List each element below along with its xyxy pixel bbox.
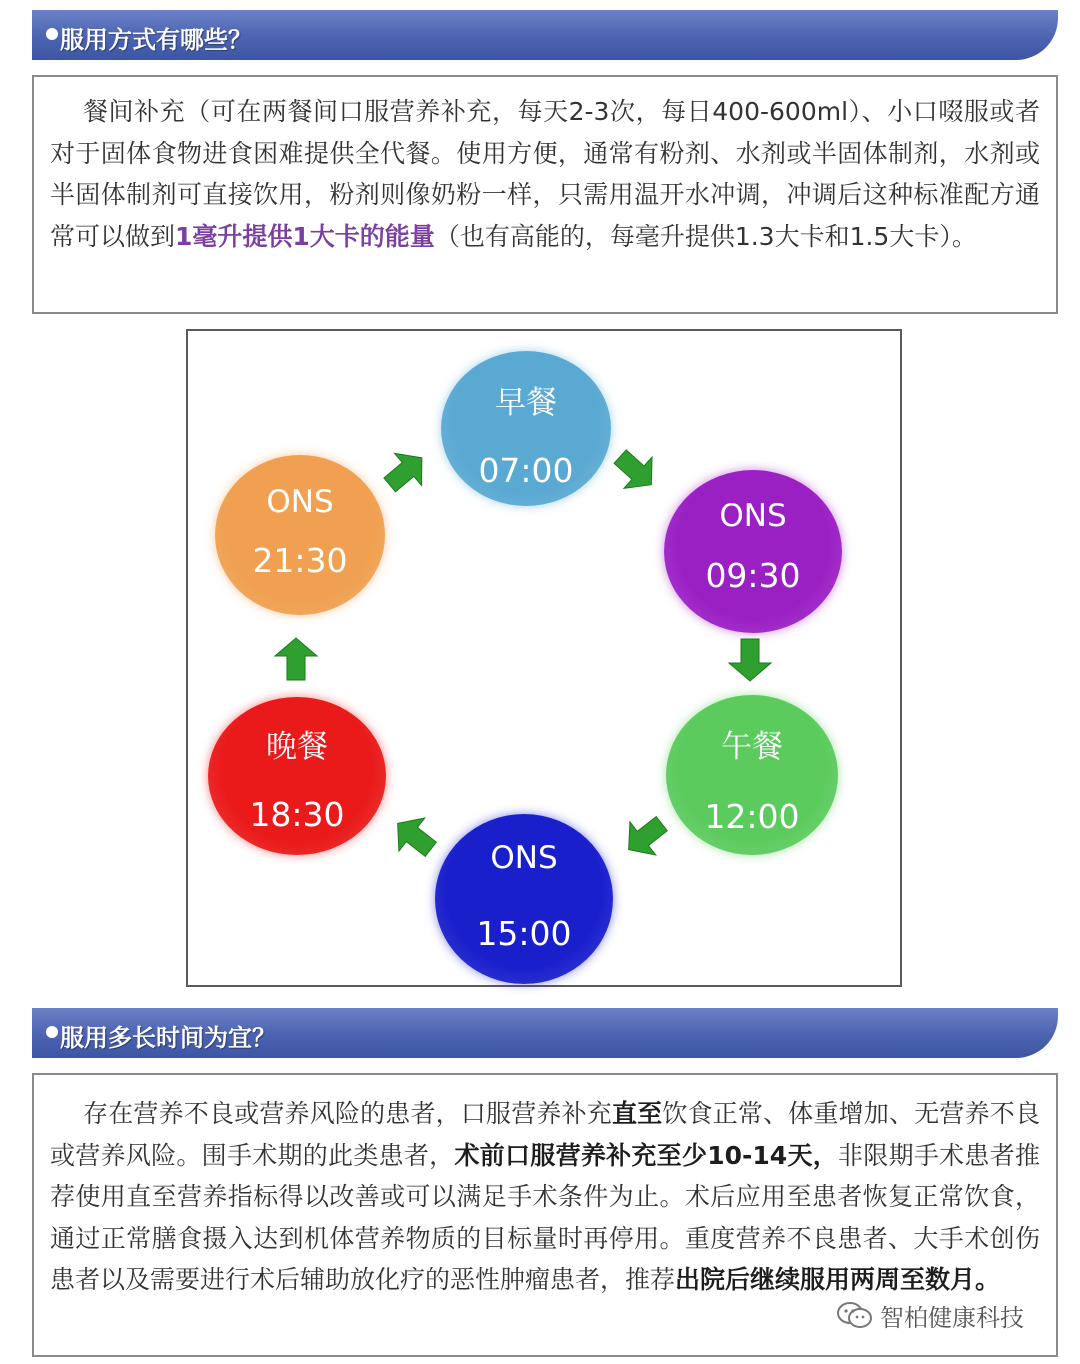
watermark-text: 智柏健康科技 xyxy=(880,1304,1024,1332)
text-run: 存在营养不良或营养风险的患者，口服营养补充 xyxy=(83,1099,612,1128)
node-time: 21:30 xyxy=(252,541,348,580)
text-run: 饮食正常、体重增加、无营养不良或营养风险。围手术期的此类患者， xyxy=(50,1099,1040,1170)
node-time: 09:30 xyxy=(705,556,801,595)
node-time: 07:00 xyxy=(478,451,574,490)
arrow-ons-to-breakfast-icon xyxy=(376,443,434,501)
node-label: 早餐 xyxy=(495,385,557,421)
node-label: ONS xyxy=(719,498,787,534)
bullet-dot xyxy=(46,1026,58,1038)
highlight-until: 直至 xyxy=(611,1099,663,1128)
bullet-dot xyxy=(46,28,58,40)
section-title: 服用多长时间为宜？ xyxy=(60,1024,276,1052)
highlight-postdischarge: 出院后继续服用两周至数月。 xyxy=(675,1265,1001,1294)
node-time: 15:00 xyxy=(476,914,572,953)
node-breakfast xyxy=(441,351,611,506)
wechat-icon xyxy=(836,1300,874,1330)
text-run: 非限期手术患者推荐使用直至营养指标得以改善或可以满足手术条件为止。术后应用至患者恢复正常饮食，通过正常膳食摄入达到机体营养物质的目标量时再停用。重度营养不良患者、大手术创伤患者以及需要进行术后辅助放化疗的恶性肿瘤患者，推荐 xyxy=(50,1140,1040,1294)
duration-paragraph xyxy=(34,1093,1056,1301)
arrow-breakfast-to-ons-icon xyxy=(606,441,664,499)
usage-text-box xyxy=(32,75,1058,314)
node-label: 午餐 xyxy=(721,729,783,765)
node-time: 12:00 xyxy=(704,797,800,836)
section-banner-usage xyxy=(32,10,1058,60)
section-banner-duration xyxy=(32,1008,1058,1058)
node-label: ONS xyxy=(266,484,334,520)
highlight-energy: 1毫升提供1大卡的能量 xyxy=(175,221,435,251)
node-ons-morning xyxy=(664,470,842,633)
arrow-ons-to-dinner-icon xyxy=(386,808,444,866)
node-label: ONS xyxy=(490,840,558,876)
node-lunch xyxy=(666,695,838,855)
text-run: 餐间补充（可在两餐间口服营养补充，每天2-3次，每日400-600ml）、小口啜服或者对于固体食物进食困难提供全代餐。使用方便，通常有粉剂、水剂或半固体制剂，水剂或半固体制剂可直接饮用，粉剂则像奶粉一样，只需用温开水冲调，冲调后这种标准配方通常可以做到 xyxy=(50,97,1040,251)
node-ons-afternoon xyxy=(435,814,613,984)
node-time: 18:30 xyxy=(249,795,345,834)
section-title: 服用方式有哪些？ xyxy=(60,26,252,54)
arrow-ons-to-lunch-icon xyxy=(721,630,779,688)
text-run: （也有高能的，每毫升提供1.3大卡和1.5大卡）。 xyxy=(434,221,977,251)
node-label: 晚餐 xyxy=(266,729,328,765)
highlight-preop: 术前口服营养补充至少10-14天， xyxy=(454,1140,839,1170)
usage-paragraph xyxy=(34,91,1056,257)
ons-schedule-diagram xyxy=(186,329,902,987)
node-ons-evening xyxy=(215,455,385,615)
arrow-dinner-to-ons-icon xyxy=(267,631,325,689)
node-dinner xyxy=(208,697,386,855)
arrow-lunch-to-ons-icon xyxy=(617,807,675,865)
